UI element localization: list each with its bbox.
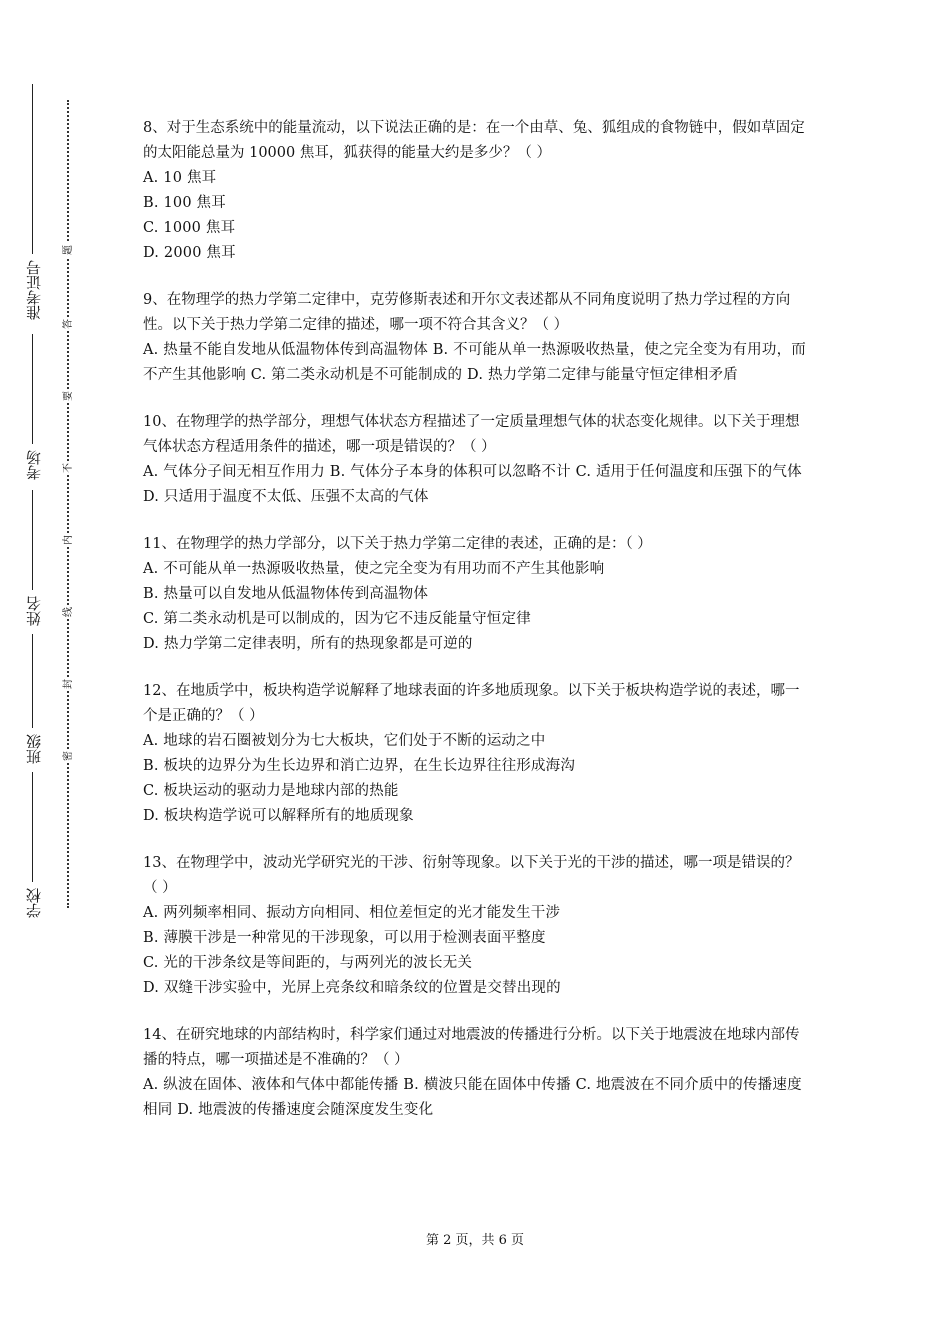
question-stem: 12、在地质学中，板块构造学说解释了地球表面的许多地质现象。以下关于板块构造学说的表述，哪一个是正确的？（ ） bbox=[143, 683, 800, 724]
question-list bbox=[143, 116, 813, 1145]
seal-char: 线 bbox=[63, 607, 74, 617]
option-d: D. 双缝干涉实验中，光屏上亮条纹和暗条纹的位置是交替出现的 bbox=[143, 980, 561, 996]
question-stem: 8、对于生态系统中的能量流动，以下说法正确的是：在一个由草、兔、狐组成的食物链中，假如草固定的太阳能总量为 10000 焦耳，狐获得的能量大约是多少？（ ） bbox=[143, 120, 805, 161]
field-line bbox=[32, 490, 33, 590]
question-stem: 10、在物理学的热学部分，理想气体状态方程描述了一定质量理想气体的状态变化规律。以下关于理想气体状态方程适用条件的描述，哪一项是错误的？（ ） bbox=[143, 414, 800, 455]
field-label-class: 班级 bbox=[25, 734, 43, 764]
seal-char: 答 bbox=[63, 319, 74, 329]
field-label-exam-id: 准考证号 bbox=[25, 260, 43, 320]
question-11 bbox=[143, 532, 813, 657]
page-number: 第 2 页，共 6 页 bbox=[425, 1233, 525, 1248]
question-10 bbox=[143, 410, 813, 510]
field-line bbox=[32, 334, 33, 444]
option-d: D. 热力学第二定律表明，所有的热现象都是可逆的 bbox=[143, 636, 473, 652]
option-a: A. 地球的岩石圈被划分为七大板块，它们处于不断的运动之中 bbox=[143, 733, 546, 749]
options-inline: A. 纵波在固体、液体和气体中都能传播 B. 横波只能在固体中传播 C. 地震波在不同介质中的传播速度相同 D. 地震波的传播速度会随深度发生变化 bbox=[143, 1077, 802, 1118]
seal-char: 内 bbox=[63, 535, 74, 545]
option-b: B. 100 焦耳 bbox=[143, 195, 226, 211]
question-stem: 14、在研究地球的内部结构时，科学家们通过对地震波的传播进行分析。以下关于地震波在地球内部传播的特点，哪一项描述是不准确的？（ ） bbox=[143, 1027, 800, 1068]
option-a: A. 10 焦耳 bbox=[143, 170, 217, 186]
question-stem: 13、在物理学中，波动光学研究光的干涉、衍射等现象。以下关于光的干涉的描述，哪一项是错误的？（ ） bbox=[143, 855, 800, 896]
question-stem: 9、在物理学的热力学第二定律中，克劳修斯表述和开尔文表述都从不同角度说明了热力学过程的方向性。以下关于热力学第二定律的描述，哪一项不符合其含义？（ ） bbox=[143, 292, 791, 333]
seal-line bbox=[62, 100, 76, 908]
question-8 bbox=[143, 116, 813, 266]
option-b: B. 薄膜干涉是一种常见的干涉现象，可以用于检测表面平整度 bbox=[143, 930, 546, 946]
field-label-exam-room: 考场 bbox=[25, 450, 43, 480]
field-line bbox=[32, 634, 33, 728]
question-14 bbox=[143, 1023, 813, 1123]
option-c: C. 光的干涉条纹是等间距的，与两列光的波长无关 bbox=[143, 955, 473, 971]
field-line bbox=[32, 84, 33, 254]
question-13 bbox=[143, 851, 813, 1001]
options-inline: A. 热量不能自发地从低温物体传到高温物体 B. 不可能从单一热源吸收热量，使之完全变为有用功，而不产生其他影响 C. 第二类永动机是不可能制成的 D. 热力学第二定律与能量守恒定律相矛盾 bbox=[143, 342, 806, 383]
field-line bbox=[32, 772, 33, 882]
option-a: A. 两列频率相同、振动方向相同、相位差恒定的光才能发生干涉 bbox=[143, 905, 561, 921]
field-label-name: 姓名 bbox=[25, 596, 43, 626]
seal-char: 不 bbox=[63, 463, 74, 473]
option-d: D. 2000 焦耳 bbox=[143, 245, 236, 261]
seal-dotted-line bbox=[67, 100, 69, 908]
question-9 bbox=[143, 288, 813, 388]
option-a: A. 不可能从单一热源吸收热量，使之完全变为有用功而不产生其他影响 bbox=[143, 561, 605, 577]
option-c: C. 1000 焦耳 bbox=[143, 220, 236, 236]
seal-char: 封 bbox=[63, 679, 74, 689]
option-c: C. 板块运动的驱动力是地球内部的热能 bbox=[143, 783, 399, 799]
seal-char: 密 bbox=[63, 751, 74, 761]
binding-fields bbox=[25, 84, 43, 926]
seal-char: 要 bbox=[63, 391, 74, 401]
option-b: B. 热量可以自发地从低温物体传到高温物体 bbox=[143, 586, 429, 602]
seal-char: 题 bbox=[63, 245, 74, 255]
option-b: B. 板块的边界分为生长边界和消亡边界，在生长边界往往形成海沟 bbox=[143, 758, 576, 774]
option-c: C. 第二类永动机是可以制成的，因为它不违反能量守恒定律 bbox=[143, 611, 531, 627]
field-label-school: 学校 bbox=[25, 888, 43, 918]
option-d: D. 板块构造学说可以解释所有的地质现象 bbox=[143, 808, 414, 824]
question-stem: 11、在物理学的热力学部分，以下关于热力学第二定律的表述，正确的是：（ ） bbox=[143, 536, 652, 552]
question-12 bbox=[143, 679, 813, 829]
options-inline: A. 气体分子间无相互作用力 B. 气体分子本身的体积可以忽略不计 C. 适用于任何温度和压强下的气体 D. 只适用于温度不太低、压强不太高的气体 bbox=[143, 464, 802, 505]
